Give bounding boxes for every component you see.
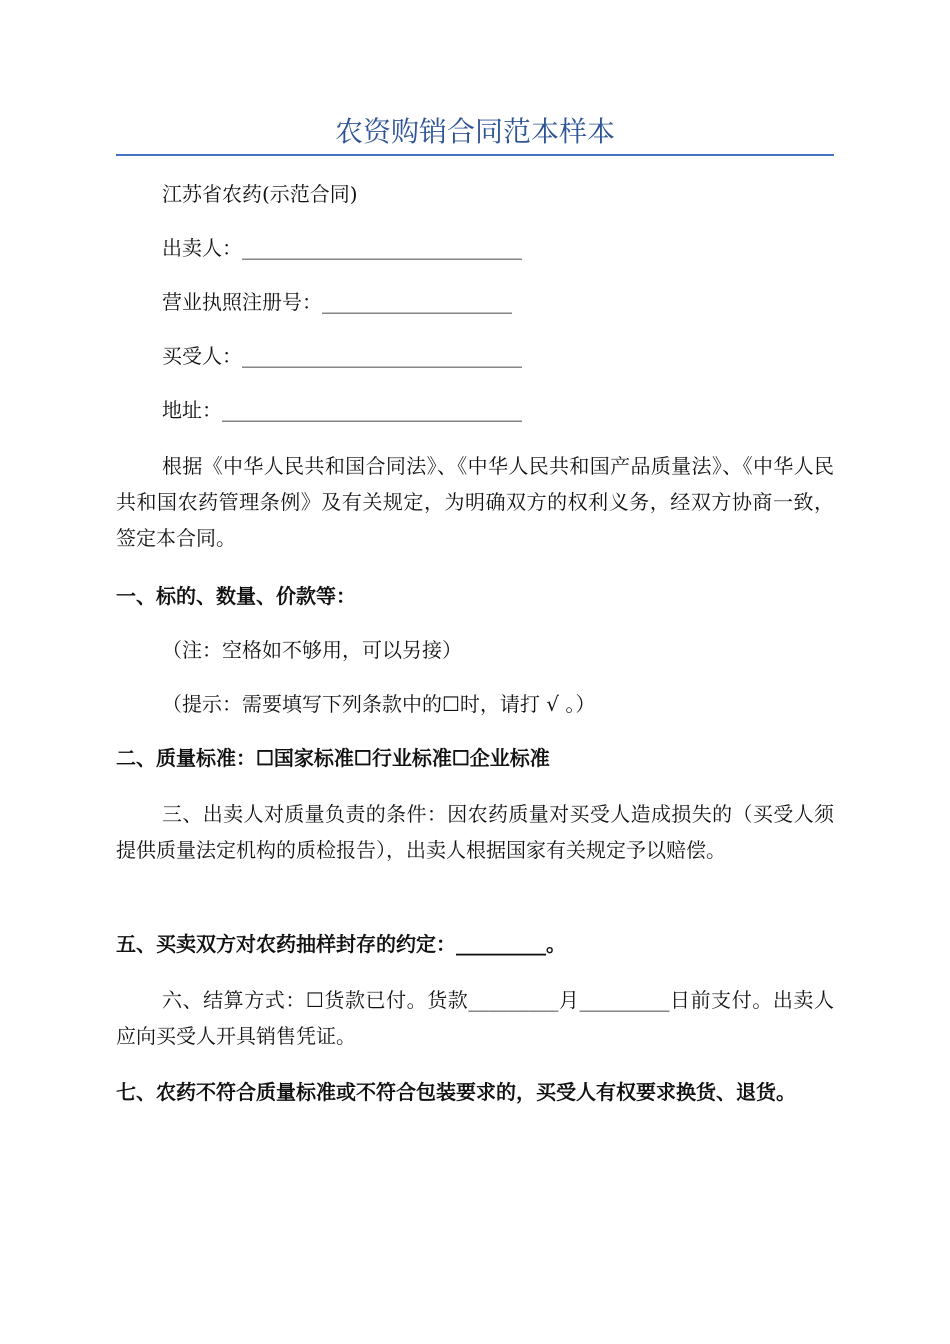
section-7-paragraph: 七、农药不符合质量标准或不符合包装要求的，买受人有权要求换货、退货。 [116,1080,796,1104]
section-6-paragraph: 六、结算方式：☐货款已付。货款_________月_________日前支付。出卖人应向买受人开具销售凭证。 [116,988,834,1048]
section-1-heading: 一、标的、数量、价款等： [116,584,356,608]
address-field: 地址：______________________________ [162,398,522,422]
note-space: （注：空格如不够用，可以另接） [162,638,462,662]
page-title: 农资购销合同范本样本 [334,115,615,148]
section-2-quality-standard: 二、质量标准：☐国家标准☐行业标准☐企业标准 [116,746,550,770]
contract-subtitle: 江苏省农药(示范合同) [162,182,358,206]
section-3-paragraph: 三、出卖人对质量负责的条件：因农药质量对买受人造成损失的（买受人须提供质量法定机构的质检报告），出卖人根据国家有关规定予以赔偿。 [116,802,834,862]
preamble-paragraph: 根据《中华人民共和国合同法》、《中华人民共和国产品质量法》、《中华人民共和国农药管理条例》及有关规定，为明确双方的权利义务，经双方协商一致，签定本合同。 [116,454,834,550]
section-5-heading: 五、买卖双方对农药抽样封存的约定：_________。 [116,932,566,956]
seller-field: 出卖人：____________________________ [162,236,522,260]
note-checkbox-hint: （提示：需要填写下列条款中的☐时，请打 √ 。） [162,692,596,716]
title-divider [116,154,834,156]
buyer-field: 买受人：____________________________ [162,344,522,368]
license-field: 营业执照注册号：___________________ [162,290,512,314]
